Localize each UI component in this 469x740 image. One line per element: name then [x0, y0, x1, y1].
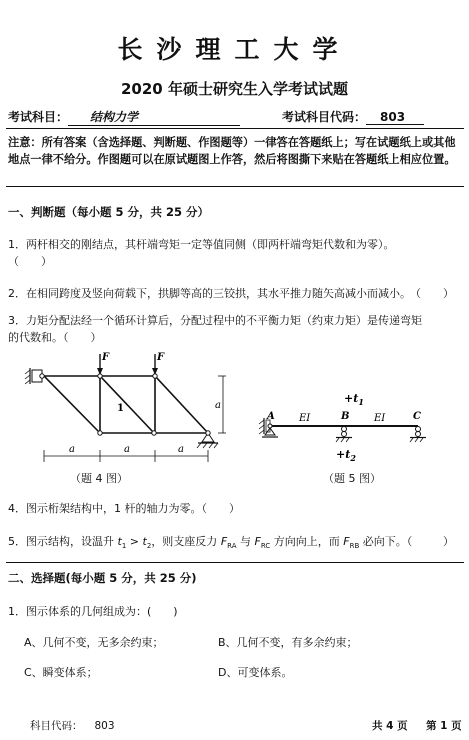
code-label: 考试科目代码： [282, 110, 367, 124]
question-1-3 [8, 312, 460, 346]
option-d: D、可变体系。 [218, 666, 293, 679]
footer-page-number: 第 1 页 [426, 720, 462, 732]
exam-title: 2020 年硕士研究生入学考试试题 [121, 80, 348, 98]
question-1-2-text: 2．在相同跨度及竖向荷载下，拱脚等高的三铰拱，其水平推力随矢高减小而减小。 [8, 287, 411, 300]
load-label-2: F [157, 352, 165, 363]
question-1-3-line2: 的代数和。（ ） [8, 331, 102, 344]
question-1-5-close: ） [443, 535, 454, 548]
question-2-1: 1．图示体系的几何组成为：( ) [8, 605, 178, 618]
notice-rule [6, 186, 464, 187]
footer-total-pages: 共 4 页 [372, 720, 408, 732]
figure-4-caption: （题 4 图） [70, 472, 128, 485]
support-c-icon [410, 427, 426, 443]
code-value: 803 [366, 110, 424, 125]
diagonal-right [155, 376, 208, 433]
member-1-label: 1 [117, 403, 124, 414]
diagonal-left [44, 376, 100, 433]
university-name: 长沙理工大学 [117, 35, 352, 64]
figure-5-caption: （题 5 图） [323, 472, 381, 485]
ei-label-1: EI [299, 413, 311, 424]
footer-code: 科目代码： 803 [30, 720, 115, 732]
question-1-2 [8, 285, 460, 302]
question-1-1-text: 1．两杆相交的刚结点，其杆端弯矩一定等值同侧（即两杆端弯矩代数和为零）。 [8, 238, 395, 251]
section-2-title: 二、选择题(每小题 5 分，共 25 分) [8, 571, 197, 585]
subject-label: 考试科目： [8, 110, 69, 124]
header-rule [6, 128, 464, 129]
dim-a-1: a [69, 444, 75, 455]
section-rule [6, 562, 464, 563]
option-c: C、瞬变体系； [24, 666, 98, 679]
question-1-3-line1: 3．力矩分配法经一个循环计算后，分配过程中的不平衡力矩（约束力矩）是传递弯矩 [8, 314, 422, 327]
left-support-icon [25, 368, 44, 384]
question-1-5: 5．图示结构，设温升 $t_1 > t_2$，则支座反力 $F_{RA}$ 与 $F_{RC}$ 方向向上，而 $F_{RB}$ 必向下。（ ） [8, 535, 454, 551]
question-1-1-paren: （ ） [8, 255, 52, 268]
subject-field [8, 108, 240, 126]
code-field [282, 108, 424, 125]
question-1-2-paren: （ ） [410, 287, 454, 300]
label-c: C [413, 411, 421, 422]
t2-label: $+t_2$ [336, 448, 356, 463]
load-label-1: F [102, 352, 110, 363]
option-a: A、几何不变，无多余约束； [24, 636, 164, 649]
ei-label-2: EI [374, 413, 386, 424]
support-b-icon [336, 427, 352, 443]
label-b: B [341, 411, 350, 422]
figure-4-truss [20, 348, 235, 488]
option-b: B、几何不变，有多余约束； [218, 636, 358, 649]
label-a: A [267, 411, 275, 422]
t1-label: $+t_1$ [344, 392, 364, 407]
dim-a-3: a [178, 444, 184, 455]
dim-height-label: a [215, 400, 221, 411]
notice-text: 注意：所有答案（含选择题、判断题、作图题等）一律答在答题纸上；写在试题纸上或其他地点一律不给分。作图题可以在原试题图上作答，然后将图撕下来贴在答题纸上相应位置。 [8, 136, 456, 166]
figure-5-beam [252, 388, 437, 470]
member-1 [100, 376, 154, 433]
dim-a-2: a [124, 444, 130, 455]
section-1-title: 一、判断题（每小题 5 分，共 25 分） [8, 205, 210, 219]
subject-value: 结构力学 [68, 108, 240, 126]
question-1-4: 4．图示桁架结构中，1 杆的轴力为零。（ ） [8, 502, 240, 515]
question-1-1 [8, 236, 460, 270]
